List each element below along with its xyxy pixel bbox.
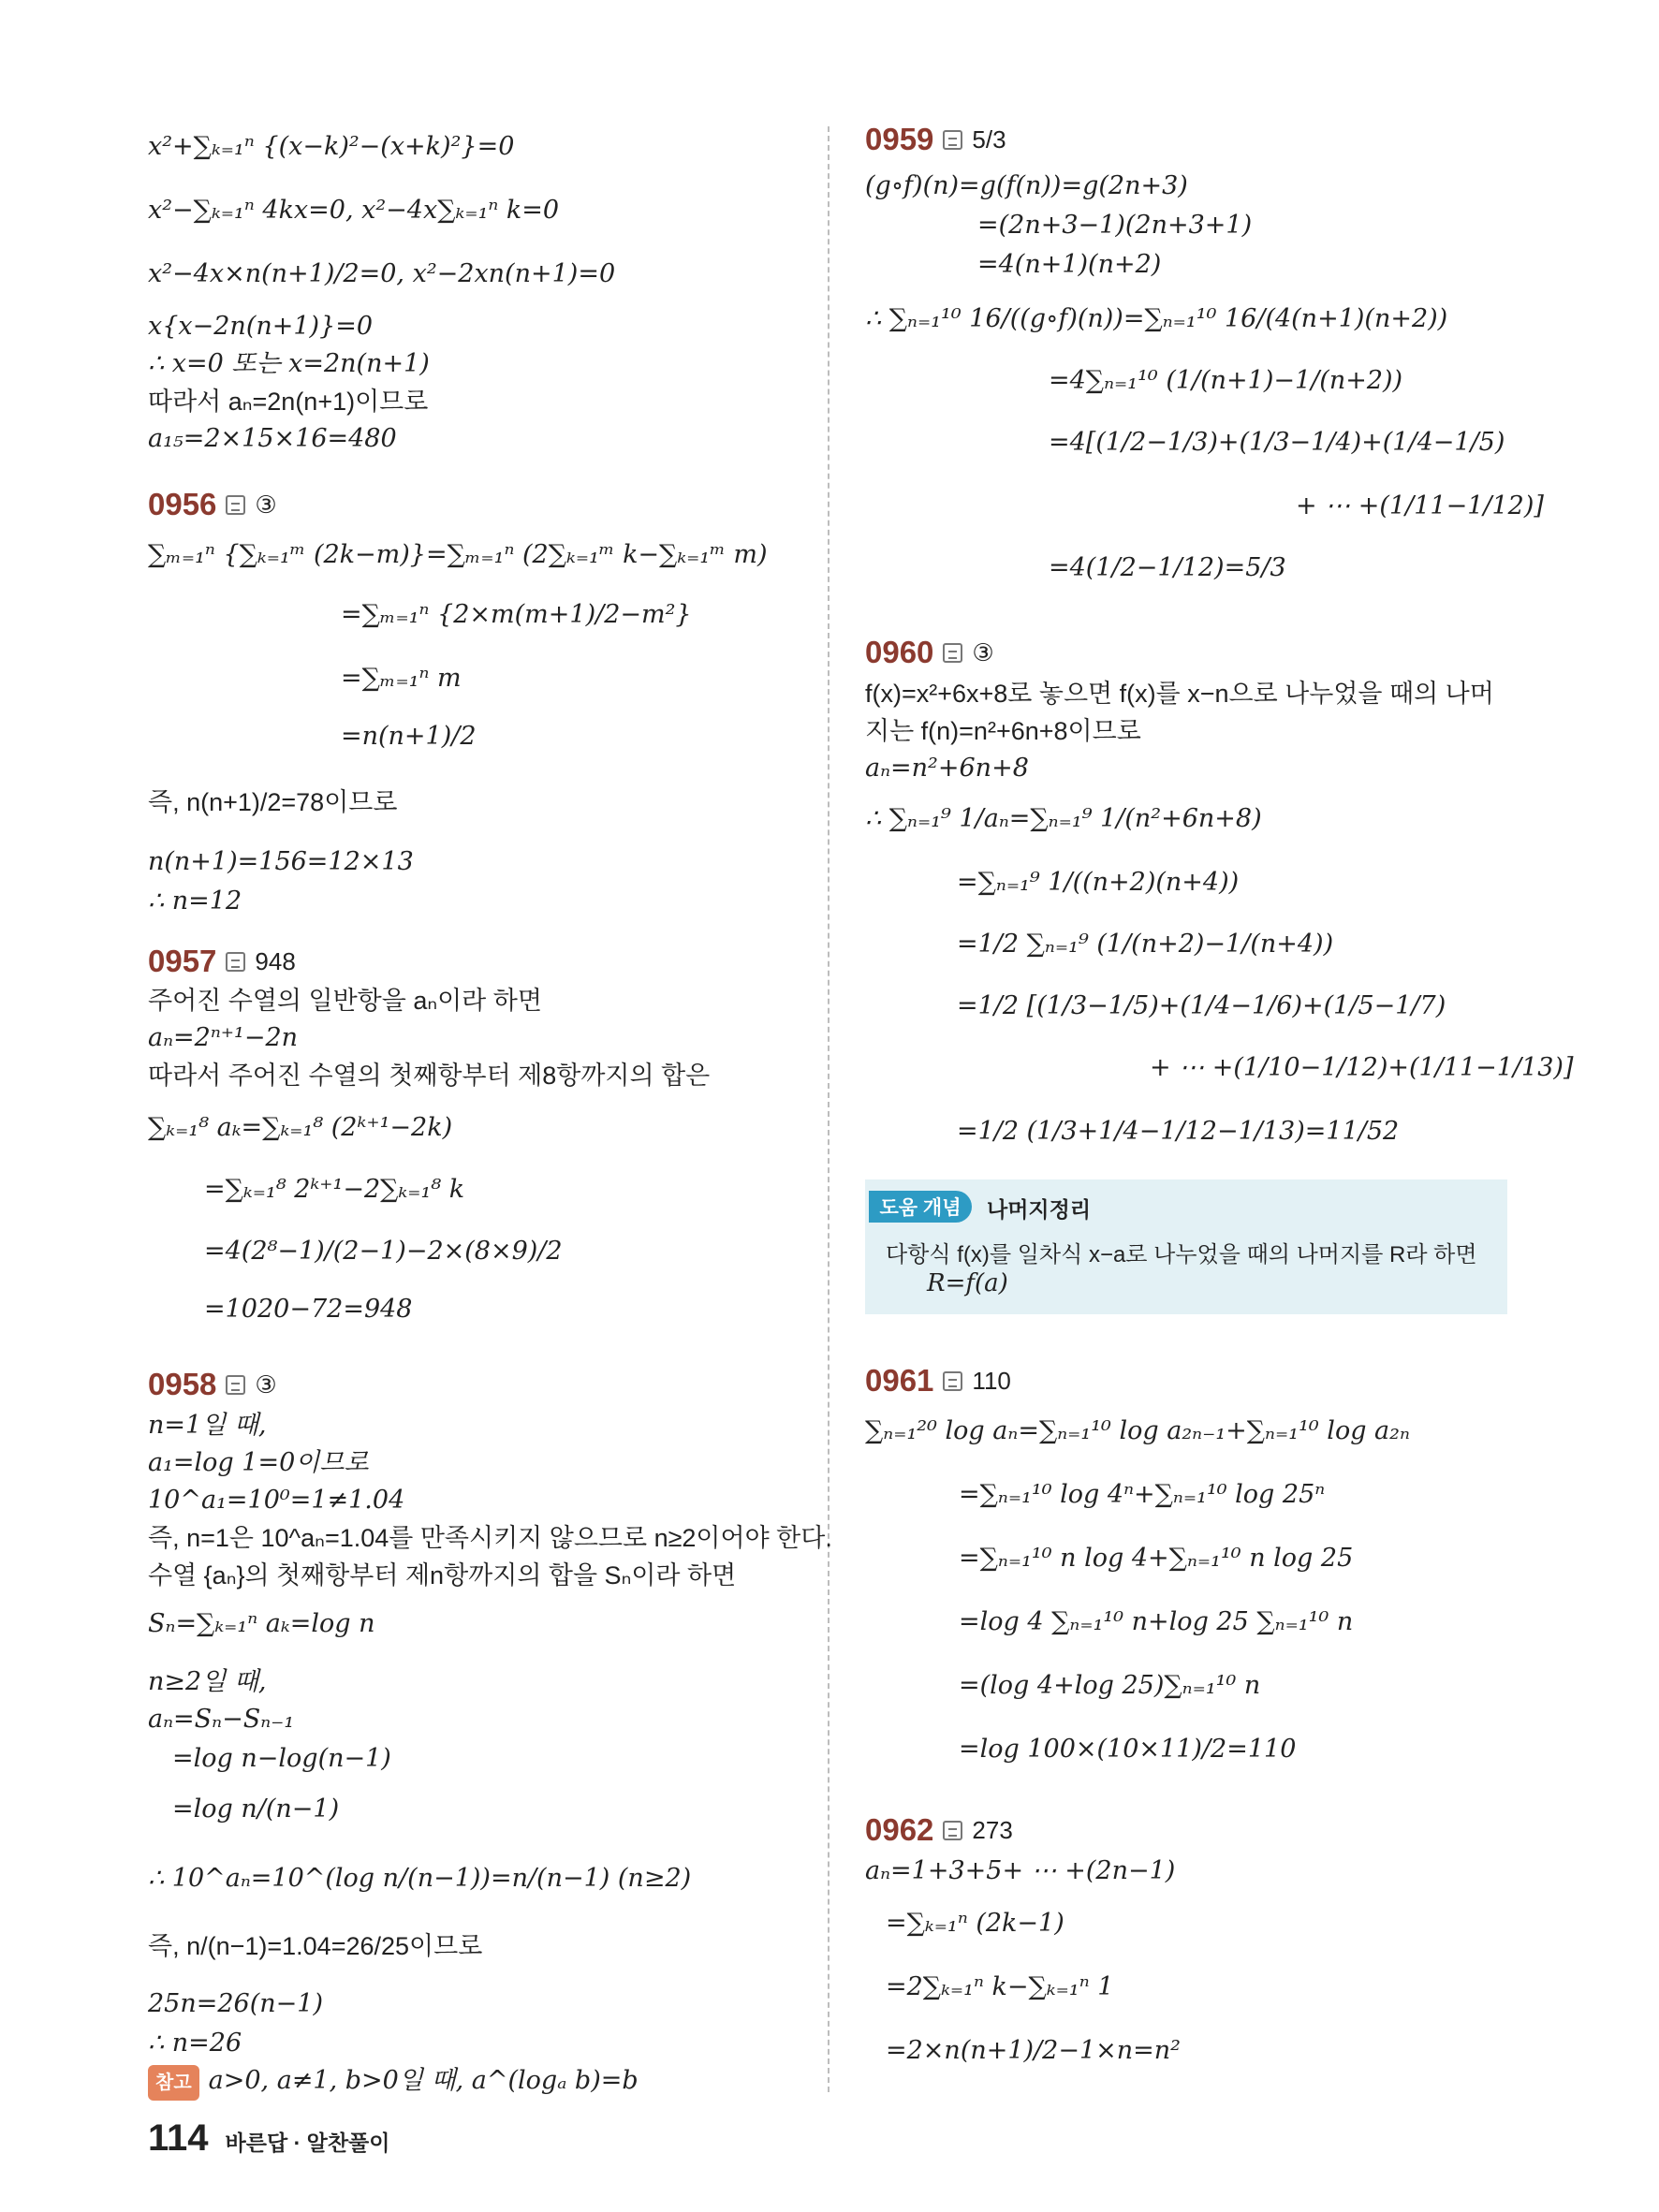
text-line: 주어진 수열의 일반항을 aₙ이라 하면: [148, 987, 542, 1015]
problem-number: 0960: [865, 635, 934, 669]
answer-icon: [943, 130, 962, 150]
answer-icon: [226, 952, 245, 972]
concept-box: [865, 1179, 1507, 1314]
page-number: 114: [148, 2117, 209, 2159]
answer-value: 110: [972, 1366, 1011, 1395]
note-line: [148, 2065, 639, 2101]
math-line: 즉, n/(n−1)=1.04=26/25이므로: [148, 1932, 483, 1960]
problem-number: 0959: [865, 122, 934, 156]
concept-title: 나머지정리: [987, 1197, 1092, 1222]
math-line: x²+∑ₖ₌₁ⁿ {(x−k)²−(x+k)²}=0: [148, 132, 515, 161]
math-line: n=1일 때,: [148, 1411, 267, 1440]
math-line: =4[(1/2−1/3)+(1/3−1/4)+(1/4−1/5): [1049, 428, 1505, 457]
problem-0961-header: [865, 1363, 1011, 1399]
math-line: =2∑ₖ₌₁ⁿ k−∑ₖ₌₁ⁿ 1: [886, 1972, 1114, 2001]
math-line: a₁₅=2×15×16=480: [148, 424, 397, 453]
math-line: =log 4 ∑ₙ₌₁¹⁰ n+log 25 ∑ₙ₌₁¹⁰ n: [959, 1607, 1354, 1636]
math-line: aₙ=2ⁿ⁺¹−2n: [148, 1023, 299, 1052]
math-line: ∴ n=12: [148, 886, 242, 916]
concept-formula: R=f(a): [927, 1269, 1008, 1297]
book-title: 바른답 · 알찬풀이: [225, 2131, 390, 2155]
problem-0957-header: [148, 944, 296, 979]
text-line: f(x)=x²+6x+8로 놓으면 f(x)를 x−n으로 나누었을 때의 나머: [865, 680, 1494, 708]
math-line: 따라서 aₙ=2n(n+1)이므로: [148, 388, 429, 416]
math-line: =2×n(n+1)/2−1×n=n²: [886, 2036, 1181, 2065]
math-line: ∴ ∑ₙ₌₁⁹ 1/aₙ=∑ₙ₌₁⁹ 1/(n²+6n+8): [865, 804, 1262, 833]
math-line: 즉, n(n+1)/2=78이므로: [148, 788, 398, 816]
problem-0962-header: [865, 1812, 1013, 1848]
math-line: aₙ=Sₙ−Sₙ₋₁: [148, 1705, 295, 1734]
math-line: =4(2⁸−1)/(2−1)−2×(8×9)/2: [204, 1237, 563, 1266]
note-text: a>0, a≠1, b>0일 때, a^(logₐ b)=b: [208, 2066, 639, 2095]
math-line: =∑ₖ₌₁⁸ 2ᵏ⁺¹−2∑ₖ₌₁⁸ k: [204, 1175, 465, 1204]
problem-0956-header: [148, 487, 277, 522]
math-line: =(log 4+log 25)∑ₙ₌₁¹⁰ n: [959, 1671, 1261, 1700]
text-line: 지는 f(n)=n²+6n+8이므로: [865, 717, 1141, 745]
math-line: =log n/(n−1): [172, 1795, 340, 1824]
math-line: aₙ=n²+6n+8: [865, 754, 1029, 783]
answer-icon: [226, 495, 245, 515]
math-line: x{x−2n(n+1)}=0: [148, 312, 374, 341]
math-line: 25n=26(n−1): [148, 1989, 323, 2018]
math-line: ∑ₖ₌₁⁸ aₖ=∑ₖ₌₁⁸ (2ᵏ⁺¹−2k): [148, 1113, 453, 1142]
math-line: x²−∑ₖ₌₁ⁿ 4kx=0, x²−4x∑ₖ₌₁ⁿ k=0: [148, 196, 560, 225]
answer-value: 273: [972, 1815, 1013, 1844]
problem-number: 0961: [865, 1363, 934, 1398]
math-line: =∑ₘ₌₁ⁿ {2×m(m+1)/2−m²}: [341, 600, 692, 629]
answer-value: ③: [255, 490, 277, 519]
answer-value: 5/3: [972, 125, 1006, 154]
math-line: =n(n+1)/2: [341, 722, 477, 751]
math-line: =4(n+1)(n+2): [977, 250, 1162, 279]
problem-number: 0956: [148, 487, 217, 521]
math-line: ∑ₘ₌₁ⁿ {∑ₖ₌₁ᵐ (2k−m)}=∑ₘ₌₁ⁿ (2∑ₖ₌₁ᵐ k−∑ₖ₌₁ᵐ m): [148, 540, 768, 569]
problem-number: 0957: [148, 944, 217, 978]
math-line: =∑ₙ₌₁¹⁰ log 4ⁿ+∑ₙ₌₁¹⁰ log 25ⁿ: [959, 1480, 1326, 1509]
math-line: =∑ₙ₌₁¹⁰ n log 4+∑ₙ₌₁¹⁰ n log 25: [959, 1544, 1354, 1573]
note-tag: 참고: [148, 2065, 199, 2101]
math-line: a₁=log 1=0이므로: [148, 1448, 369, 1477]
answer-icon: [943, 643, 962, 663]
math-line: + ⋯ +(1/11−1/12)]: [1296, 491, 1544, 520]
math-line: =4∑ₙ₌₁¹⁰ (1/(n+1)−1/(n+2)): [1049, 366, 1403, 395]
math-line: =1020−72=948: [204, 1295, 413, 1324]
math-line: ∴ 10^aₙ=10^(log n/(n−1))=n/(n−1) (n≥2): [148, 1864, 692, 1893]
answer-icon: [943, 1371, 962, 1391]
math-line: =4(1/2−1/12)=5/3: [1049, 553, 1286, 582]
text-line: 수열 {aₙ}의 첫째항부터 제n항까지의 합을 Sₙ이라 하면: [148, 1561, 737, 1589]
math-line: aₙ=1+3+5+ ⋯ +(2n−1): [865, 1856, 1176, 1885]
concept-text: 다항식 f(x)를 일차식 x−a로 나누었을 때의 나머지를 R라 하면: [886, 1242, 1477, 1267]
answer-icon: [943, 1821, 962, 1840]
page-footer: [148, 2117, 390, 2160]
math-line: =∑ₖ₌₁ⁿ (2k−1): [886, 1909, 1064, 1938]
answer-value: ③: [255, 1370, 277, 1399]
concept-tag: 도움 개념: [869, 1191, 972, 1223]
problem-0958-header: [148, 1367, 277, 1402]
column-divider: [828, 126, 830, 2092]
math-line: =1/2 ∑ₙ₌₁⁹ (1/(n+2)−1/(n+4)): [957, 930, 1334, 959]
math-line: =∑ₙ₌₁⁹ 1/((n+2)(n+4)): [957, 868, 1240, 897]
problem-0960-header: [865, 635, 994, 670]
answer-value: 948: [255, 946, 296, 975]
math-line: =(2n+3−1)(2n+3+1): [977, 211, 1253, 240]
answer-value: ③: [972, 637, 994, 667]
text-line: 즉, n=1은 10^aₙ=1.04를 만족시키지 않으므로 n≥2이어야 한다.: [148, 1524, 832, 1552]
problem-0959-header: [865, 122, 1006, 157]
math-line: ∑ₙ₌₁²⁰ log aₙ=∑ₙ₌₁¹⁰ log a₂ₙ₋₁+∑ₙ₌₁¹⁰ log a₂ₙ: [865, 1416, 1410, 1445]
math-line: 10^a₁=10⁰=1≠1.04: [148, 1486, 405, 1515]
math-line: =1/2 [(1/3−1/5)+(1/4−1/6)+(1/5−1/7): [957, 991, 1446, 1020]
text-line: 따라서 주어진 수열의 첫째항부터 제8항까지의 합은: [148, 1062, 711, 1090]
math-line: =1/2 (1/3+1/4−1/12−1/13)=11/52: [957, 1117, 1400, 1146]
math-line: + ⋯ +(1/10−1/12)+(1/11−1/13)]: [1150, 1053, 1574, 1082]
answer-icon: [226, 1375, 245, 1395]
math-line: ∴ n=26: [148, 2029, 242, 2058]
math-line: n≥2일 때,: [148, 1667, 267, 1696]
math-line: =log 100×(10×11)/2=110: [959, 1735, 1297, 1764]
math-line: n(n+1)=156=12×13: [148, 847, 414, 876]
math-line: Sₙ=∑ₖ₌₁ⁿ aₖ=log n: [148, 1609, 375, 1638]
problem-number: 0958: [148, 1367, 217, 1401]
math-line: ∴ x=0 또는 x=2n(n+1): [148, 349, 430, 378]
problem-number: 0962: [865, 1812, 934, 1847]
math-line: (g∘f)(n)=g(f(n))=g(2n+3): [865, 171, 1188, 200]
math-line: =∑ₘ₌₁ⁿ m: [341, 664, 462, 693]
math-line: x²−4x×n(n+1)/2=0, x²−2xn(n+1)=0: [148, 259, 616, 288]
math-line: =log n−log(n−1): [172, 1744, 391, 1773]
math-line: ∴ ∑ₙ₌₁¹⁰ 16/((g∘f)(n))=∑ₙ₌₁¹⁰ 16/(4(n+1)(n+2)): [865, 304, 1448, 333]
